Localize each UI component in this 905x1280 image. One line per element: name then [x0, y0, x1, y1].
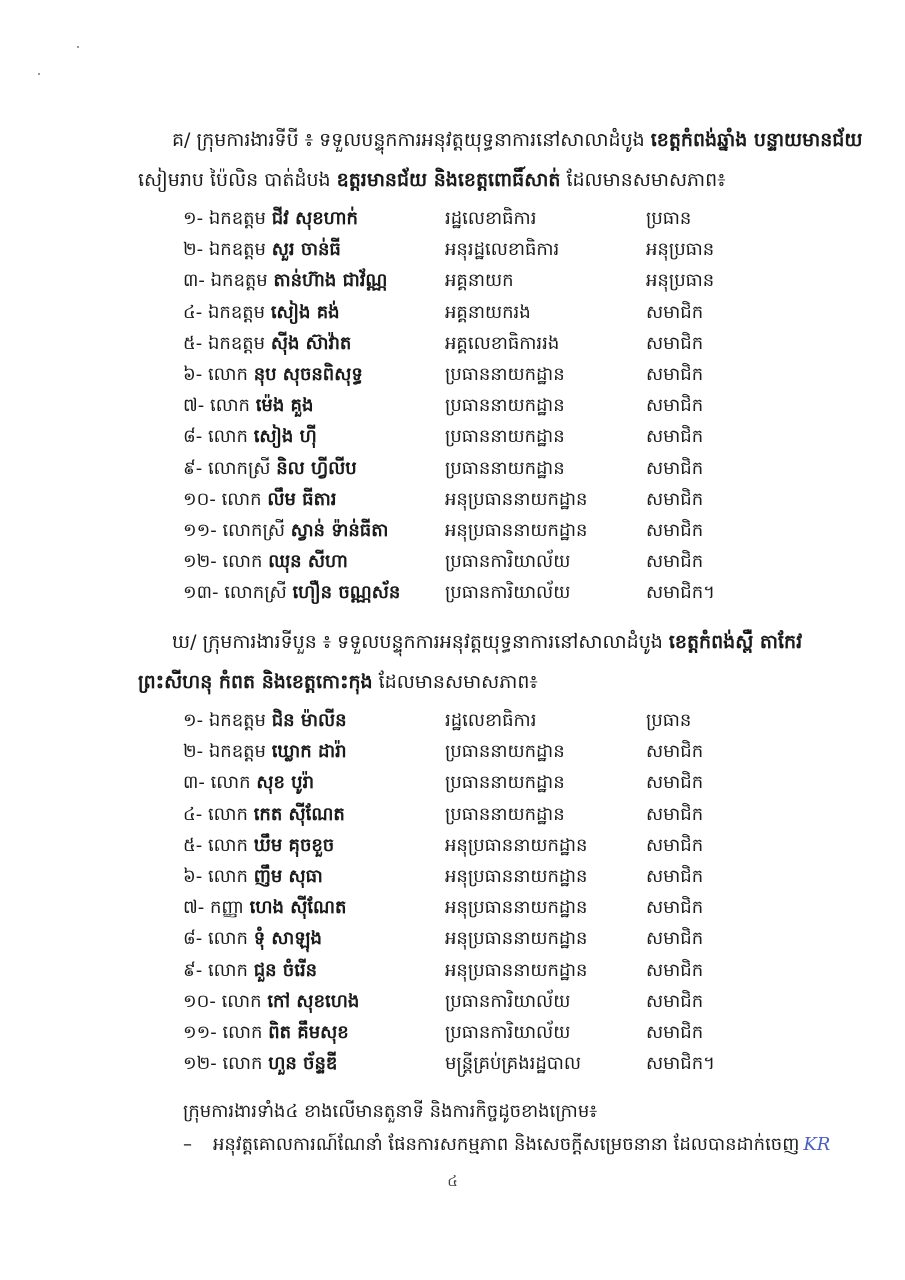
member-name: ឃឹម គុចខួច [253, 834, 335, 856]
member-row [183, 736, 743, 767]
member-title: ១២- លោក [183, 551, 263, 573]
member-role: សមាជិក [646, 301, 704, 323]
member-title: ១- ឯកឧត្តម [183, 208, 266, 229]
section-c-provinces-1: ខេត្តកំពង់ឆ្នាំង បន្ទាយមានជ័យ [650, 129, 863, 151]
member-name: លឹម ធីតារ [267, 488, 337, 510]
member-name-cell [183, 546, 348, 577]
member-name: តាន់ហ៊ាង ជាវ័ណ្ណ [273, 270, 388, 292]
member-role: សមាជិក។ [646, 1053, 715, 1075]
member-position: អនុប្រធាននាយកដ្ឋាន [445, 488, 588, 510]
member-name: ឃ្លោក ដារ៉ា [271, 741, 347, 763]
section-d-line-2 [138, 662, 818, 702]
section-c-heading: ក្រុមការងារទីបី ៖ ទទួលបន្ទុកការអនុវត្តយុទ្ធនាការនៅសាលាដំបូង [196, 129, 645, 151]
member-role: អនុប្រធាន [646, 239, 715, 261]
page-number: ៤ [447, 1172, 458, 1190]
member-title: ៦- លោក [183, 363, 248, 385]
member-position: អនុប្រធាននាយកដ្ឋាន [445, 834, 588, 856]
member-name: កេត ស៊ីណែត [253, 803, 345, 825]
member-title: ១១- លោក [183, 1021, 263, 1043]
section-c-label: គ/ [172, 129, 191, 151]
member-role: សមាជិក [646, 551, 704, 573]
member-name-cell [183, 986, 359, 1017]
member-row [183, 923, 743, 954]
member-title: ១- ឯកឧត្តម [183, 710, 266, 731]
member-name-cell [183, 297, 340, 328]
section-c-member-list [183, 203, 743, 608]
member-role: សមាជិក [646, 519, 704, 541]
member-name: សួរ ចាន់ធី [271, 239, 341, 261]
section-c-line-1 [138, 120, 863, 160]
member-role: សមាជិក [646, 897, 704, 919]
member-role: សមាជិក [646, 865, 704, 887]
member-position: អនុប្រធាននាយកដ្ឋាន [445, 928, 588, 950]
member-row [183, 546, 743, 577]
bullet-dash: – [183, 1134, 192, 1155]
duty-item [183, 1130, 863, 1160]
member-title: ៧- កញ្ញា [183, 897, 244, 919]
member-position: ប្រធានការិយាល័យ [445, 582, 571, 604]
member-row [183, 799, 743, 830]
section-d-provinces-1: ខេត្តកំពង់ស្ពឺ តាកែវ [668, 631, 803, 653]
member-title: ៣- លោក [183, 772, 251, 794]
member-name: កៅ សុខហេង [267, 990, 360, 1012]
member-name-cell [183, 359, 363, 390]
section-d-label: ឃ/ [172, 631, 197, 653]
member-row [183, 1048, 743, 1079]
member-role: សមាជិក [646, 772, 704, 794]
member-role: សមាជិក [646, 959, 704, 981]
member-position: មន្ត្រីគ្រប់គ្រងរដ្ឋបាល [445, 1053, 582, 1075]
member-position: អគ្គនាយករង [445, 301, 531, 323]
member-position: ប្រធាននាយកដ្ឋាន [445, 426, 565, 448]
handwritten-initials: KR [803, 1134, 831, 1155]
member-name-cell [183, 767, 314, 798]
member-name: និល ហ្វីលីប [276, 457, 357, 479]
member-role: សមាជិក [646, 426, 704, 448]
member-name: នុប សុចនពិសុទ្ធ [253, 363, 363, 385]
member-title: ១០- លោក [183, 990, 262, 1012]
member-name-cell [183, 577, 400, 608]
member-position: រដ្ឋលេខាធិការ [445, 710, 537, 731]
section-d-heading: ក្រុមការងារទីបួន ៖ ទទួលបន្ទុកការអនុវត្តយុទ្ធនាការនៅសាលាដំបូង [202, 631, 663, 653]
member-position: អនុប្រធាននាយកដ្ឋាន [445, 897, 588, 919]
member-name-cell [183, 923, 322, 954]
member-role: សមាជិក [646, 1021, 704, 1043]
section-d-member-list [183, 705, 743, 1079]
member-position: ប្រធាននាយកដ្ឋាន [445, 395, 565, 417]
member-role: សមាជិក [646, 457, 704, 479]
member-role: សមាជិក [646, 928, 704, 950]
member-row [183, 297, 743, 328]
member-name: ឈុន សីហា [268, 551, 348, 573]
scan-speck [38, 73, 40, 75]
member-row [183, 484, 743, 515]
member-name-cell [183, 234, 341, 265]
member-name: ទុំ សាឡុង [253, 928, 322, 950]
scan-speck [77, 46, 79, 48]
member-name: ជួន ចំរើន [253, 959, 318, 981]
member-name: ញឹម សុធា [253, 865, 323, 887]
member-title: ៥- ឯកឧត្តម [183, 332, 266, 354]
member-name-cell [183, 1048, 337, 1079]
member-title: ៣- ឯកឧត្តម [183, 270, 268, 292]
member-position: អនុប្រធាននាយកដ្ឋាន [445, 519, 588, 541]
member-position: អគ្គនាយក [445, 270, 514, 292]
member-title: ៩- លោក [183, 959, 248, 981]
member-name-cell [183, 1017, 349, 1048]
member-row [183, 767, 743, 798]
member-role: សមាជិក [646, 395, 704, 417]
member-row [183, 892, 743, 923]
member-row [183, 234, 743, 265]
member-name: ម៉េង គួង [255, 395, 314, 417]
section-c-line-2 [138, 160, 818, 200]
member-position: ប្រធាននាយកដ្ឋាន [445, 457, 565, 479]
member-row [183, 986, 743, 1017]
member-name: សុខ បូរ៉ា [256, 772, 315, 794]
member-row [183, 453, 743, 484]
member-name-cell [183, 328, 351, 359]
member-title: ២- ឯកឧត្តម [183, 239, 266, 261]
duty-text: អនុវត្តគោលការណ៍ណែនាំ ផែនការសកម្មភាព និងសេចក្តីសម្រេចនានា ដែលបានដាក់ចេញ [213, 1134, 800, 1155]
member-name-cell [183, 861, 323, 892]
member-name-cell [183, 453, 357, 484]
member-name: សៀង គង់ [270, 301, 340, 323]
member-title: ៦- លោក [183, 865, 248, 887]
section-c-provinces-2: សៀមរាប ប៉ៃលិន បាត់ដំបង [138, 169, 331, 191]
member-name-cell [183, 203, 358, 234]
member-title: ៧- លោក [183, 395, 250, 417]
member-position: អនុប្រធាននាយកដ្ឋាន [445, 865, 588, 887]
member-role: សមាជិក [646, 363, 704, 385]
member-title: ៨- លោក [183, 928, 248, 950]
member-name-cell [183, 390, 313, 421]
member-title: ២- ឯកឧត្តម [183, 741, 266, 763]
member-name: ជីវ សុខហាក់ [271, 208, 358, 229]
member-role: សមាជិក [646, 990, 704, 1012]
member-row [183, 705, 743, 736]
member-row [183, 203, 743, 234]
member-title: ១០- លោក [183, 488, 262, 510]
member-name-cell [183, 265, 387, 296]
member-name: ស៊ីង ស៊ាវ៉ាត [270, 332, 352, 354]
member-name-cell [183, 830, 334, 861]
member-title: ៩- លោកស្រី [183, 457, 271, 479]
member-name-cell [183, 892, 346, 923]
section-d-composition: ដែលមានសមាសភាព៖ [378, 671, 538, 693]
member-name-cell [183, 421, 317, 452]
member-title: ៤- ឯកឧត្តម [183, 301, 266, 323]
member-position: ប្រធានការិយាល័យ [445, 551, 571, 573]
member-position: អគ្គលេខាធិការរង [445, 332, 560, 354]
member-row [183, 359, 743, 390]
member-name: ហេង ស៊ីណែត [249, 897, 347, 919]
member-row [183, 861, 743, 892]
member-name-cell [183, 705, 347, 736]
member-position: ប្រធានការិយាល័យ [445, 990, 571, 1012]
member-row [183, 577, 743, 608]
member-row [183, 328, 743, 359]
member-role: សមាជិក [646, 741, 704, 763]
member-name: ពិត គឹមសុខ [268, 1021, 349, 1043]
member-position: អនុរដ្ឋលេខាធិការ [445, 239, 560, 261]
member-row [183, 955, 743, 986]
section-c-composition: ដែលមានសមាសភាព៖ [566, 169, 726, 191]
member-position: រដ្ឋលេខាធិការ [445, 208, 537, 229]
duties-intro: ក្រុមការងារទាំង៤ ខាងលើមានតួនាទី និងការកិច្ចដូចខាងក្រោម៖ [183, 1101, 598, 1122]
section-d-line-1 [138, 622, 818, 662]
member-position: ប្រធាននាយកដ្ឋាន [445, 803, 565, 825]
member-name-cell [183, 955, 317, 986]
member-name: ស្វាន់ ទ៉ាន់ធីតា [290, 519, 389, 541]
member-name-cell [183, 799, 345, 830]
section-d-provinces-2: ព្រះសីហនុ កំពត និងខេត្តកោះកុង [138, 671, 373, 693]
member-name: ហួន ច័ន្ទឌី [268, 1053, 338, 1075]
section-c-intro [138, 120, 863, 200]
section-c-provinces-3: ឧត្តរមានជ័យ និងខេត្តពោធិ៍សាត់ [336, 169, 561, 191]
member-row [183, 421, 743, 452]
member-role: សមាជិក [646, 803, 704, 825]
member-name-cell [183, 515, 388, 546]
member-row [183, 515, 743, 546]
member-position: ប្រធាននាយកដ្ឋាន [445, 741, 565, 763]
member-name: សៀង ហ៊ី [253, 426, 317, 448]
member-title: ១១- លោកស្រី [183, 519, 285, 541]
member-role: សមាជិក [646, 332, 704, 354]
member-name-cell [183, 484, 336, 515]
member-role: សមាជិក [646, 834, 704, 856]
member-title: ៨- លោក [183, 426, 248, 448]
member-position: អនុប្រធាននាយកដ្ឋាន [445, 959, 588, 981]
member-position: ប្រធាននាយកដ្ឋាន [445, 363, 565, 385]
member-position: ប្រធាននាយកដ្ឋាន [445, 772, 565, 794]
member-position: ប្រធានការិយាល័យ [445, 1021, 571, 1043]
member-name: ជិន ម៉ាលីន [271, 710, 347, 731]
member-title: ១៣- លោកស្រី [183, 582, 287, 604]
member-role: ប្រធាន [646, 710, 692, 731]
member-name: ហឿន ចណ្ណស័ន [292, 582, 401, 604]
member-row [183, 1017, 743, 1048]
member-row [183, 830, 743, 861]
member-role: សមាជិក។ [646, 582, 715, 604]
member-title: ១២- លោក [183, 1053, 263, 1075]
member-role: ប្រធាន [646, 208, 692, 229]
member-title: ៥- លោក [183, 834, 248, 856]
member-role: អនុប្រធាន [646, 270, 715, 292]
member-title: ៤- លោក [183, 803, 248, 825]
member-row [183, 390, 743, 421]
member-role: សមាជិក [646, 488, 704, 510]
member-name-cell [183, 736, 347, 767]
section-d-intro [138, 622, 818, 702]
member-row [183, 265, 743, 296]
